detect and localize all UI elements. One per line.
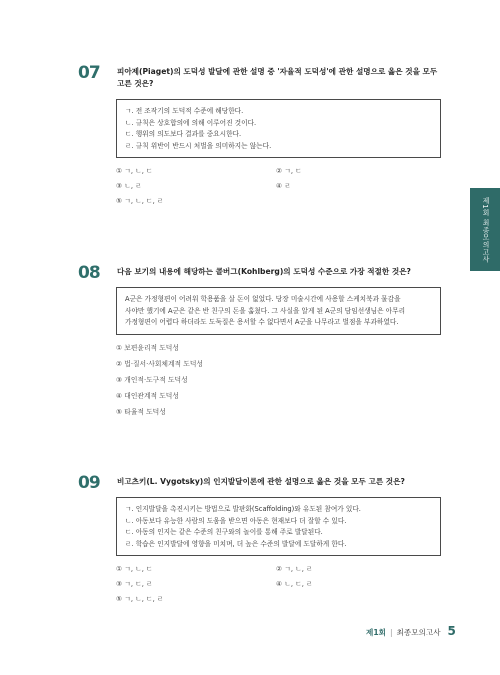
- question-text: 다음 보기의 내용에 해당하는 콜버그(Kohlberg)의 도덕성 수준으로 가장 적절한 것은?: [117, 267, 411, 276]
- choice-1[interactable]: ① 보편윤리적 도덕성: [116, 343, 179, 352]
- side-tab-label: 제1회 최종모의고사: [481, 196, 489, 263]
- choice-3[interactable]: ③ ㄴ, ㄹ: [116, 182, 142, 191]
- footer-label: 최종모의고사: [396, 628, 441, 637]
- choice-1[interactable]: ① ㄱ, ㄴ, ㄷ: [116, 565, 153, 574]
- box-item: ㄱ. 전 조작기의 도덕적 수준에 해당한다.: [125, 107, 244, 115]
- side-chapter-tab: [470, 188, 500, 271]
- box-item: ㄹ. 규칙 위반이 반드시 처벌을 의미하지는 않는다.: [125, 141, 272, 150]
- choice-2[interactable]: ② ㄱ, ㄷ: [276, 167, 302, 176]
- question-number: 07: [78, 63, 100, 83]
- answer-choices: [116, 342, 441, 416]
- question-box: [116, 99, 441, 158]
- question-box: [116, 497, 441, 556]
- choice-3[interactable]: ③ 개인적·도구적 도덕성: [116, 375, 188, 384]
- choice-3[interactable]: ③ ㄱ, ㄷ, ㄹ: [116, 580, 153, 589]
- choice-4[interactable]: ④ 대인관계적 도덕성: [116, 391, 179, 400]
- question-text: 피아제(Piaget)의 도덕성 발달에 관한 설명 중 '자율적 도덕성'에 관한 설명으로 옳은 것을 모두 고른 것은?: [117, 67, 438, 88]
- choice-4[interactable]: ④ ㄴ, ㄷ, ㄹ: [276, 580, 313, 589]
- box-line: 사야만 했기에 A군은 같은 반 친구의 돈을 훔쳤다. 그 사실을 알게 된 A군의 담임선생님은 아무리: [125, 306, 406, 315]
- box-item: ㄷ. 행위의 의도보다 결과를 중요시한다.: [125, 130, 242, 139]
- question-text: 비고츠키(L. Vygotsky)의 인지발달이론에 관한 설명으로 옳은 것을 모두 고른 것은?: [117, 477, 405, 486]
- choice-1[interactable]: ① ㄱ, ㄴ, ㄷ: [116, 167, 153, 176]
- choice-5[interactable]: ⑤ ㄱ, ㄴ, ㄷ, ㄹ: [116, 197, 164, 206]
- question-number: 09: [78, 473, 100, 493]
- question-07: [78, 63, 441, 206]
- box-item: ㄷ. 아동의 인지는 같은 수준의 친구와의 놀이를 통해 주로 발달된다.: [125, 528, 323, 537]
- box-line: 가정형편이 어렵다 하더라도 도둑질은 용서할 수 없다면서 A군을 나무라고 벌점을 부과하였다.: [125, 318, 399, 327]
- choice-2[interactable]: ② ㄱ, ㄴ, ㄹ: [276, 565, 313, 574]
- page-number: 5: [447, 624, 456, 638]
- box-item: ㄴ. 아동보다 유능한 사람의 도움을 받으면 아동은 현재보다 더 잘할 수 있다.: [125, 516, 347, 525]
- footer-separator: |: [389, 628, 393, 637]
- choice-4[interactable]: ④ ㄹ: [276, 182, 291, 191]
- box-item: ㄱ. 인지발달을 촉진시키는 방법으로 발판화(Scaffolding)와 유도된 참여가 있다.: [125, 505, 361, 513]
- box-item: ㄹ. 학습은 인지발달에 영향을 미치며, 더 높은 수준의 발달에 도달하게 한다.: [125, 539, 347, 548]
- answer-choices: [116, 165, 441, 205]
- question-09: [78, 473, 441, 604]
- question-box: [116, 287, 441, 335]
- choice-2[interactable]: ② 법·질서·사회체계적 도덕성: [116, 359, 203, 368]
- answer-choices: [116, 563, 441, 603]
- footer-round: 제1회: [366, 628, 386, 637]
- choice-5[interactable]: ⑤ ㄱ, ㄴ, ㄷ, ㄹ: [116, 595, 164, 604]
- choice-5[interactable]: ⑤ 타율적 도덕성: [116, 407, 166, 416]
- question-08: [78, 263, 441, 416]
- box-line: A군은 가정형편이 어려워 학용품을 살 돈이 없었다. 당장 미술시간에 사용할 스케치북과 물감을: [125, 295, 401, 303]
- box-item: ㄴ. 규칙은 상호합의에 의해 이루어진 것이다.: [125, 118, 257, 127]
- page-footer: [366, 624, 456, 638]
- question-number: 08: [78, 263, 100, 283]
